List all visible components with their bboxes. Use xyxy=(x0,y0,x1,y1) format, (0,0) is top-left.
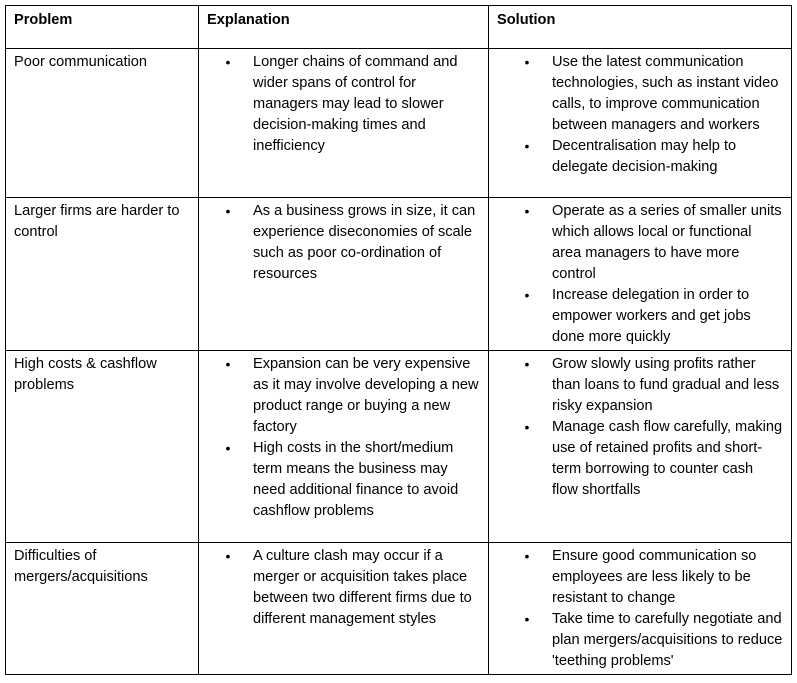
bullet-icon: • xyxy=(524,54,530,70)
bullet-icon: • xyxy=(524,203,530,219)
bullet-icon: • xyxy=(524,138,530,154)
problems-table xyxy=(5,5,792,675)
table-row xyxy=(6,543,792,675)
explanation-item: • As a business grows in size, it can experience diseconomies of scale such as poor co-ordination of resources xyxy=(207,201,480,285)
explanation-cell xyxy=(199,543,489,675)
explanation-item: • High costs in the short/medium term means the business may need additional finance to avoid cashflow problems xyxy=(207,438,480,522)
solution-cell xyxy=(489,198,792,351)
table-row xyxy=(6,49,792,198)
bullet-icon: • xyxy=(524,611,530,627)
problem-text: High costs & cashflow problems xyxy=(14,356,157,393)
solution-item: • Manage cash flow carefully, making use of retained profits and short-term borrowing to counter cash flow shortfalls xyxy=(497,417,783,501)
solution-item: • Operate as a series of smaller units which allows local or functional area managers to have more control xyxy=(497,201,783,285)
solution-cell xyxy=(489,543,792,675)
bullet-icon: • xyxy=(225,54,231,70)
solution-cell xyxy=(489,351,792,543)
problem-text: Difficulties of mergers/acquisitions xyxy=(14,548,148,585)
problem-cell xyxy=(6,198,199,351)
bullet-icon: • xyxy=(524,548,530,564)
bullet-icon: • xyxy=(225,548,231,564)
solution-cell xyxy=(489,49,792,198)
explanation-item: • A culture clash may occur if a merger or acquisition takes place between two different firms due to different management styles xyxy=(207,546,480,630)
bullet-icon: • xyxy=(524,287,530,303)
problem-text: Larger firms are harder to control xyxy=(14,203,180,240)
table-row xyxy=(6,351,792,543)
problem-cell xyxy=(6,543,199,675)
explanation-cell xyxy=(199,198,489,351)
problem-text: Poor communication xyxy=(14,54,148,70)
solution-item: • Increase delegation in order to empower workers and get jobs done more quickly xyxy=(497,285,783,348)
bullet-icon: • xyxy=(524,419,530,435)
table-row xyxy=(6,198,792,351)
header-row xyxy=(6,6,792,49)
bullet-icon: • xyxy=(225,203,231,219)
problem-cell xyxy=(6,49,199,198)
bullet-icon: • xyxy=(225,440,231,456)
explanation-item: • Longer chains of command and wider spans of control for managers may lead to slower decision-making times and inefficiency xyxy=(207,52,480,157)
solution-item: • Decentralisation may help to delegate decision-making xyxy=(497,136,783,178)
header-problem: Problem xyxy=(6,6,199,49)
solution-item: • Ensure good communication so employees are less likely to be resistant to change xyxy=(497,546,783,609)
problem-cell xyxy=(6,351,199,543)
solution-item: • Grow slowly using profits rather than loans to fund gradual and less risky expansion xyxy=(497,354,783,417)
solution-item: • Take time to carefully negotiate and plan mergers/acquisitions to reduce 'teething problems' xyxy=(497,609,783,672)
explanation-cell xyxy=(199,49,489,198)
bullet-icon: • xyxy=(225,356,231,372)
header-explanation: Explanation xyxy=(199,6,489,49)
bullet-icon: • xyxy=(524,356,530,372)
header-solution: Solution xyxy=(489,6,792,49)
explanation-item: • Expansion can be very expensive as it may involve developing a new product range or buying a new factory xyxy=(207,354,480,438)
solution-item: • Use the latest communication technologies, such as instant video calls, to improve communication between managers and workers xyxy=(497,52,783,136)
explanation-cell xyxy=(199,351,489,543)
